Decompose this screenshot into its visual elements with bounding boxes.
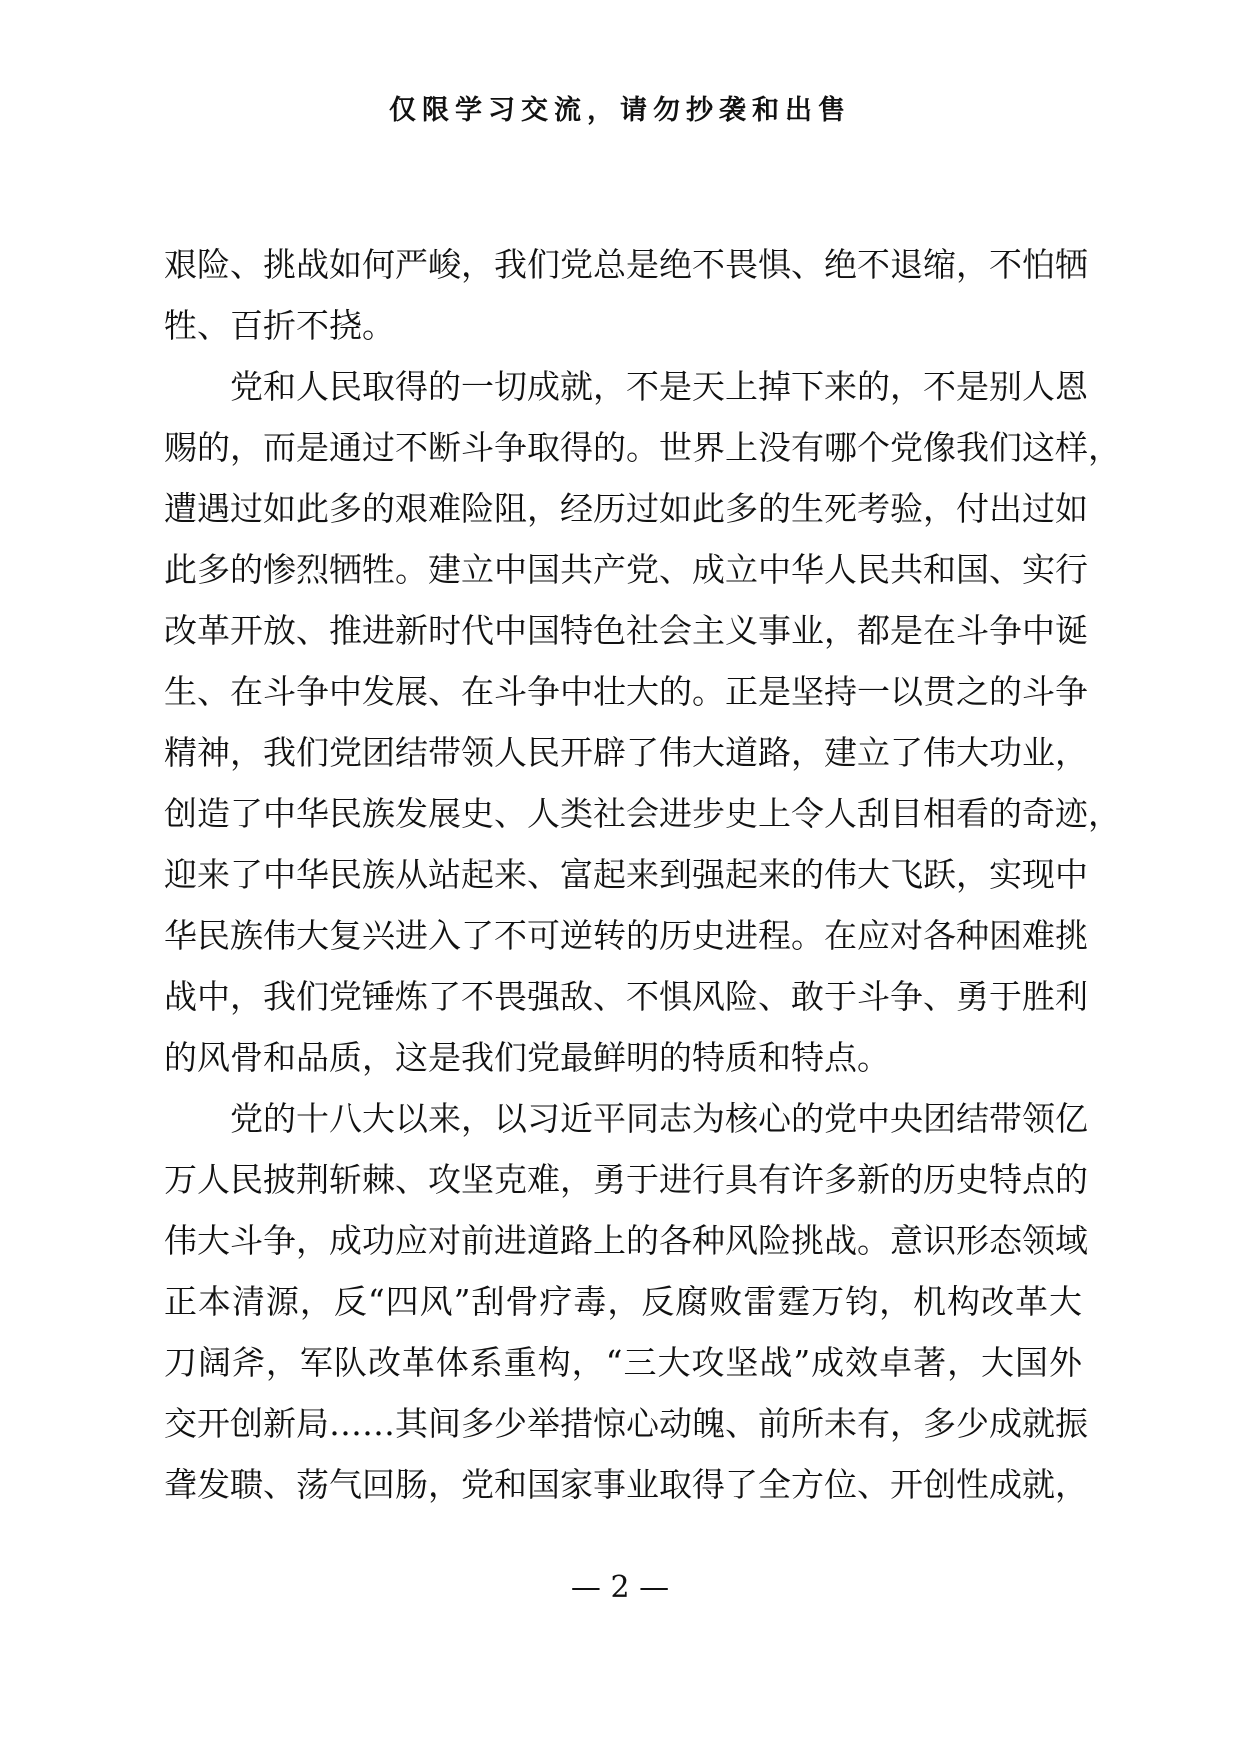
text-line: 刀阔斧，军队改革体系重构，“三大攻坚战”成效卓著，大国外 — [164, 1343, 1082, 1382]
paragraph-first-line: 党和人民取得的一切成就，不是天上掉下来的，不是别人恩 — [230, 367, 1088, 406]
text-line: 正本清源，反“四风”刮骨疗毒，反腐败雷霆万钧，机构改革大 — [164, 1282, 1082, 1321]
paragraph-first-line: 党的十八大以来，以习近平同志为核心的党中央团结带领亿 — [230, 1099, 1088, 1138]
text-line: 艰险、挑战如何严峻，我们党总是绝不畏惧、绝不退缩，不怕牺 — [164, 245, 1088, 284]
text-line: 的风骨和品质，这是我们党最鲜明的特质和特点。 — [164, 1038, 890, 1077]
text-line: 迎来了中华民族从站起来、富起来到强起来的伟大飞跃，实现中 — [164, 855, 1088, 894]
header-notice: 仅限学习交流，请勿抄袭和出售 — [389, 95, 851, 126]
text-line: 聋发聩、荡气回肠，党和国家事业取得了全方位、开创性成就， — [164, 1465, 1088, 1504]
body-text — [164, 234, 1121, 1515]
text-line: 牲、百折不挠。 — [164, 306, 395, 345]
text-line: 创造了中华民族发展史、人类社会进步史上令人刮目相看的奇迹， — [164, 794, 1121, 833]
page-number: — 2 — — [570, 1570, 670, 1605]
text-line: 此多的惨烈牺牲。建立中国共产党、成立中华人民共和国、实行 — [164, 550, 1088, 589]
text-line: 万人民披荆斩棘、攻坚克难，勇于进行具有许多新的历史特点的 — [164, 1160, 1088, 1199]
text-line: 华民族伟大复兴进入了不可逆转的历史进程。在应对各种困难挑 — [164, 916, 1088, 955]
text-line: 赐的，而是通过不断斗争取得的。世界上没有哪个党像我们这样， — [164, 428, 1121, 467]
text-line: 改革开放、推进新时代中国特色社会主义事业，都是在斗争中诞 — [164, 611, 1088, 650]
text-line: 战中，我们党锤炼了不畏强敌、不惧风险、敢于斗争、勇于胜利 — [164, 977, 1088, 1016]
text-line: 交开创新局……其间多少举措惊心动魄、前所未有，多少成就振 — [164, 1404, 1088, 1443]
text-line: 生、在斗争中发展、在斗争中壮大的。正是坚持一以贯之的斗争 — [164, 672, 1088, 711]
text-line: 遭遇过如此多的艰难险阻，经历过如此多的生死考验，付出过如 — [164, 489, 1088, 528]
text-line: 伟大斗争，成功应对前进道路上的各种风险挑战。意识形态领域 — [164, 1221, 1088, 1260]
text-line: 精神，我们党团结带领人民开辟了伟大道路，建立了伟大功业， — [164, 733, 1088, 772]
